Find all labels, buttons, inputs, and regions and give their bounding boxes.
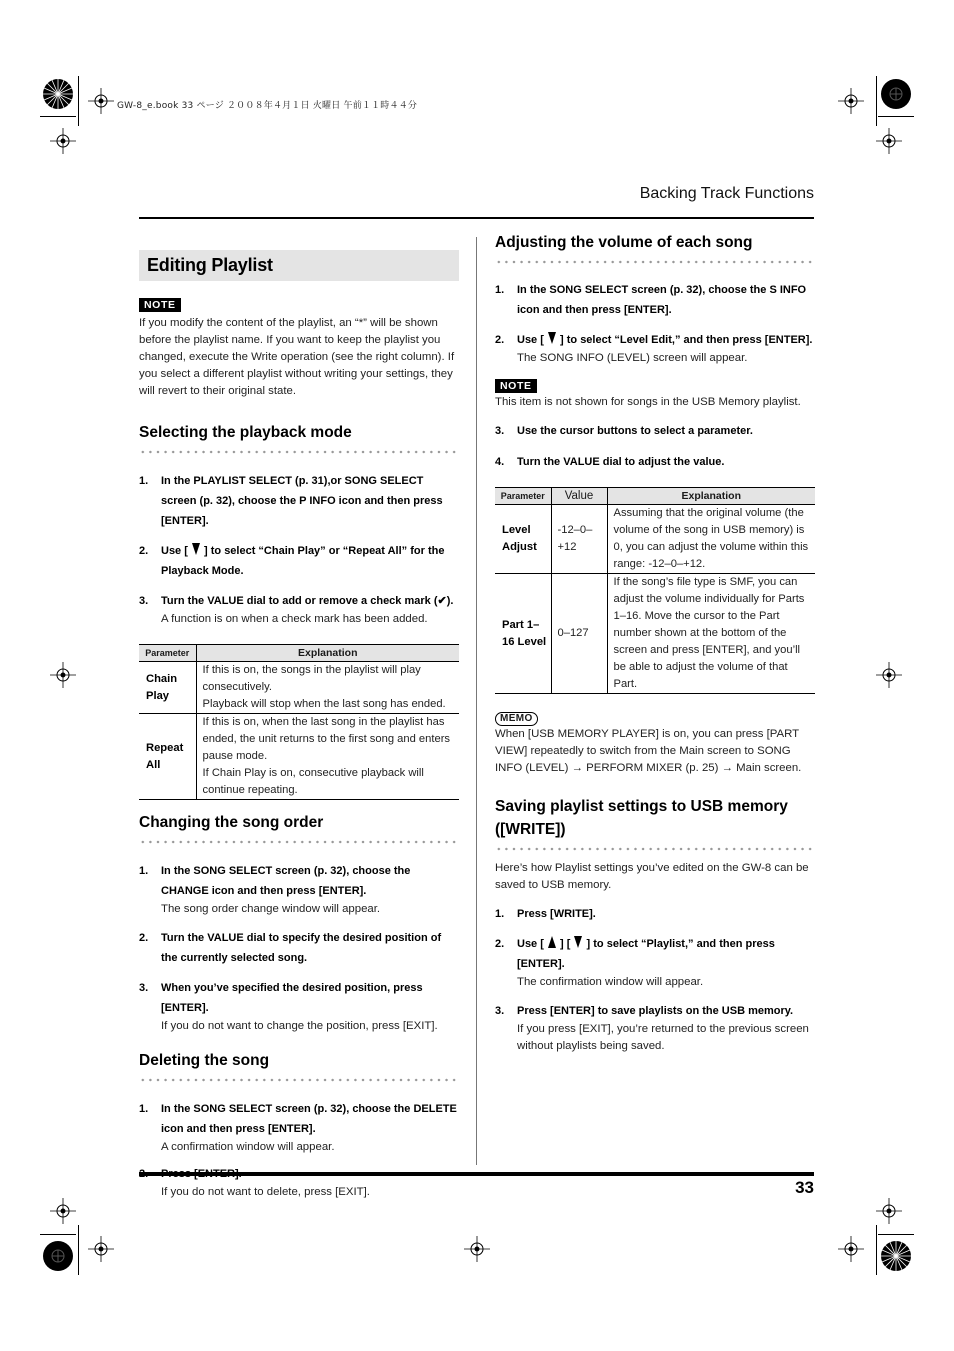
table-row bbox=[139, 714, 459, 800]
crosshair-mark bbox=[876, 1198, 902, 1224]
step: 3. Turn the VALUE dial to add or remove a check mark (✔). bbox=[139, 595, 454, 607]
down-arrow-icon bbox=[192, 543, 200, 555]
order-section bbox=[139, 812, 459, 1035]
table-header: Explanation bbox=[607, 488, 815, 505]
registration-mark-top-left bbox=[40, 76, 76, 112]
registration-mark-bottom-right bbox=[878, 1238, 914, 1274]
down-arrow-icon bbox=[548, 332, 556, 344]
registration-mark-top-right bbox=[878, 76, 914, 112]
crosshair-mark bbox=[88, 1236, 114, 1262]
dotted-rule bbox=[495, 847, 815, 851]
save-section bbox=[495, 795, 815, 1055]
step-note: The song order change window will appear. bbox=[161, 903, 381, 915]
step: 2. Use [ ] to select “Level Edit,” and then press [ENTER]. bbox=[495, 334, 813, 346]
note-badge: NOTE bbox=[139, 298, 181, 312]
trim-line bbox=[878, 1234, 914, 1235]
crosshair-mark bbox=[88, 88, 114, 114]
table-header: Parameter bbox=[495, 488, 551, 505]
dotted-rule bbox=[495, 260, 815, 264]
note-badge: NOTE bbox=[495, 379, 537, 393]
volume-section bbox=[495, 232, 815, 777]
table-param: Part 1–16 Level bbox=[495, 574, 551, 694]
step: 1. In the SONG SELECT screen (p. 32), choose the S INFO icon and then press [ENTER]. bbox=[495, 284, 807, 316]
delete-section bbox=[139, 1050, 459, 1201]
playback-table bbox=[139, 644, 459, 800]
left-column bbox=[139, 250, 459, 1201]
note-text: If you modify the content of the playlist, an “*” will be shown before the playlist name. If you want to keep the playlist you changed, execute the Write operation (see the right column). If you select a different playlist without writing your settings, they will revert to their original state. bbox=[139, 317, 455, 397]
dotted-rule bbox=[139, 840, 459, 844]
crosshair-mark bbox=[838, 88, 864, 114]
dotted-rule bbox=[139, 450, 459, 454]
table-header: Explanation bbox=[196, 645, 459, 662]
step: 3. Use the cursor buttons to select a parameter. bbox=[495, 425, 753, 437]
step: 1. In the PLAYLIST SELECT (p. 31),or SONG SELECT screen (p. 32), choose the P INFO icon and then press [ENTER]. bbox=[139, 475, 443, 527]
crosshair-mark bbox=[50, 662, 76, 688]
step-note: A confirmation window will appear. bbox=[161, 1141, 335, 1153]
step: 3. When you’ve specified the desired position, press [ENTER]. bbox=[139, 982, 423, 1014]
table-row bbox=[495, 574, 815, 694]
step: 2. Turn the VALUE dial to specify the desired position of the currently selected song. bbox=[139, 932, 442, 964]
memo-badge: MEMO bbox=[495, 712, 538, 726]
section-title: Editing Playlist bbox=[139, 250, 459, 281]
table-explanation: If the song’s file type is SMF, you can adjust the volume individually for Parts 1–16. Move the cursor to the Part number shown at the bottom of the screen and press [ENTER], and you’ll be able to adjust the volume of that Part. bbox=[607, 574, 815, 694]
table-explanation: If this is on, when the last song in the playlist has ended, the unit returns to the first song and enters pause mode. If Chain Play is on, consecutive playback will continue repeating. bbox=[196, 714, 459, 800]
step-note: The SONG INFO (LEVEL) screen will appear. bbox=[517, 352, 748, 364]
step: 1. Press [WRITE]. bbox=[495, 908, 596, 920]
trim-line bbox=[78, 76, 79, 126]
bottom-rule bbox=[139, 1172, 814, 1176]
right-column bbox=[495, 232, 815, 1055]
subsection-title: Changing the song order bbox=[139, 814, 324, 831]
down-arrow-icon bbox=[574, 936, 582, 948]
trim-line bbox=[876, 1225, 877, 1275]
step-note: If you do not want to change the position, press [EXIT]. bbox=[161, 1020, 438, 1032]
table-row bbox=[139, 662, 459, 714]
crosshair-mark bbox=[50, 128, 76, 154]
table-explanation: If this is on, the songs in the playlist will play consecutively. Playback will stop when the last song has ended. bbox=[196, 662, 459, 714]
subsection-title: Adjusting the volume of each song bbox=[495, 234, 753, 251]
crosshair-mark bbox=[838, 1236, 864, 1262]
step: 4. Turn the VALUE dial to adjust the value. bbox=[495, 456, 725, 468]
top-rule bbox=[139, 217, 814, 219]
page-header: Backing Track Functions bbox=[639, 185, 814, 202]
registration-mark-bottom-left bbox=[40, 1238, 76, 1274]
step: 1. In the SONG SELECT screen (p. 32), choose the DELETE icon and then press [ENTER]. bbox=[139, 1103, 457, 1135]
step: 2. Use [ ] to select “Chain Play” or “Repeat All” for the Playback Mode. bbox=[139, 545, 445, 577]
playback-section bbox=[139, 422, 459, 800]
trim-line bbox=[40, 1234, 76, 1235]
crosshair-mark bbox=[50, 1198, 76, 1224]
column-divider bbox=[476, 237, 477, 1165]
step-note: A function is on when a check mark has been added. bbox=[161, 613, 428, 625]
page-number: 33 bbox=[795, 1178, 814, 1197]
table-explanation: Assuming that the original volume (the volume of the song in USB memory) is 0, you can adjust the volume within this range: -12–0–+12. bbox=[607, 505, 815, 574]
trim-line bbox=[878, 116, 914, 117]
note-text: This item is not shown for songs in the USB Memory playlist. bbox=[495, 396, 801, 408]
file-label: GW-8_e.book 33 ページ ２００８年４月１日 火曜日 午前１１時４４分 bbox=[117, 101, 418, 111]
step-note: If you do not want to delete, press [EXIT]. bbox=[161, 1186, 370, 1198]
table-param: Level Adjust bbox=[495, 505, 551, 574]
intro-text: Here’s how Playlist settings you’ve edited on the GW-8 can be saved to USB memory. bbox=[495, 862, 809, 891]
step: 1. In the SONG SELECT screen (p. 32), choose the CHANGE icon and then press [ENTER]. bbox=[139, 865, 411, 897]
volume-table bbox=[495, 487, 815, 694]
up-arrow-icon bbox=[548, 936, 556, 948]
table-value: 0–127 bbox=[551, 574, 607, 694]
trim-line bbox=[40, 116, 76, 117]
table-param: Repeat All bbox=[139, 714, 196, 800]
trim-line bbox=[78, 1225, 79, 1275]
step: 2. Use [ ] [ ] to select “Playlist,” and then press [ENTER]. bbox=[495, 938, 775, 970]
subsection-title: Saving playlist settings to USB memory ([WRITE]) bbox=[495, 798, 788, 838]
dotted-rule bbox=[139, 1078, 459, 1082]
table-value: -12–0–+12 bbox=[551, 505, 607, 574]
subsection-title: Deleting the song bbox=[139, 1052, 270, 1069]
trim-line bbox=[876, 76, 877, 126]
crosshair-mark bbox=[876, 128, 902, 154]
table-param: Chain Play bbox=[139, 662, 196, 714]
subsection-title: Selecting the playback mode bbox=[139, 424, 352, 441]
table-row bbox=[495, 505, 815, 574]
table-header: Value bbox=[551, 488, 607, 505]
table-header: Parameter bbox=[139, 645, 196, 662]
crosshair-mark bbox=[876, 662, 902, 688]
step-note: If you press [EXIT], you’re returned to the previous screen without playlists being saved. bbox=[517, 1023, 809, 1052]
crosshair-mark bbox=[464, 1236, 490, 1262]
memo-text: When [USB MEMORY PLAYER] is on, you can press [PART VIEW] repeatedly to switch from the Main screen to SONG INFO (LEVEL) → PERFORM MIXER (p. 25) → Main screen. bbox=[495, 728, 802, 774]
step-note: The confirmation window will appear. bbox=[517, 976, 704, 988]
step: 3. Press [ENTER] to save playlists on the USB memory. bbox=[495, 1005, 794, 1017]
